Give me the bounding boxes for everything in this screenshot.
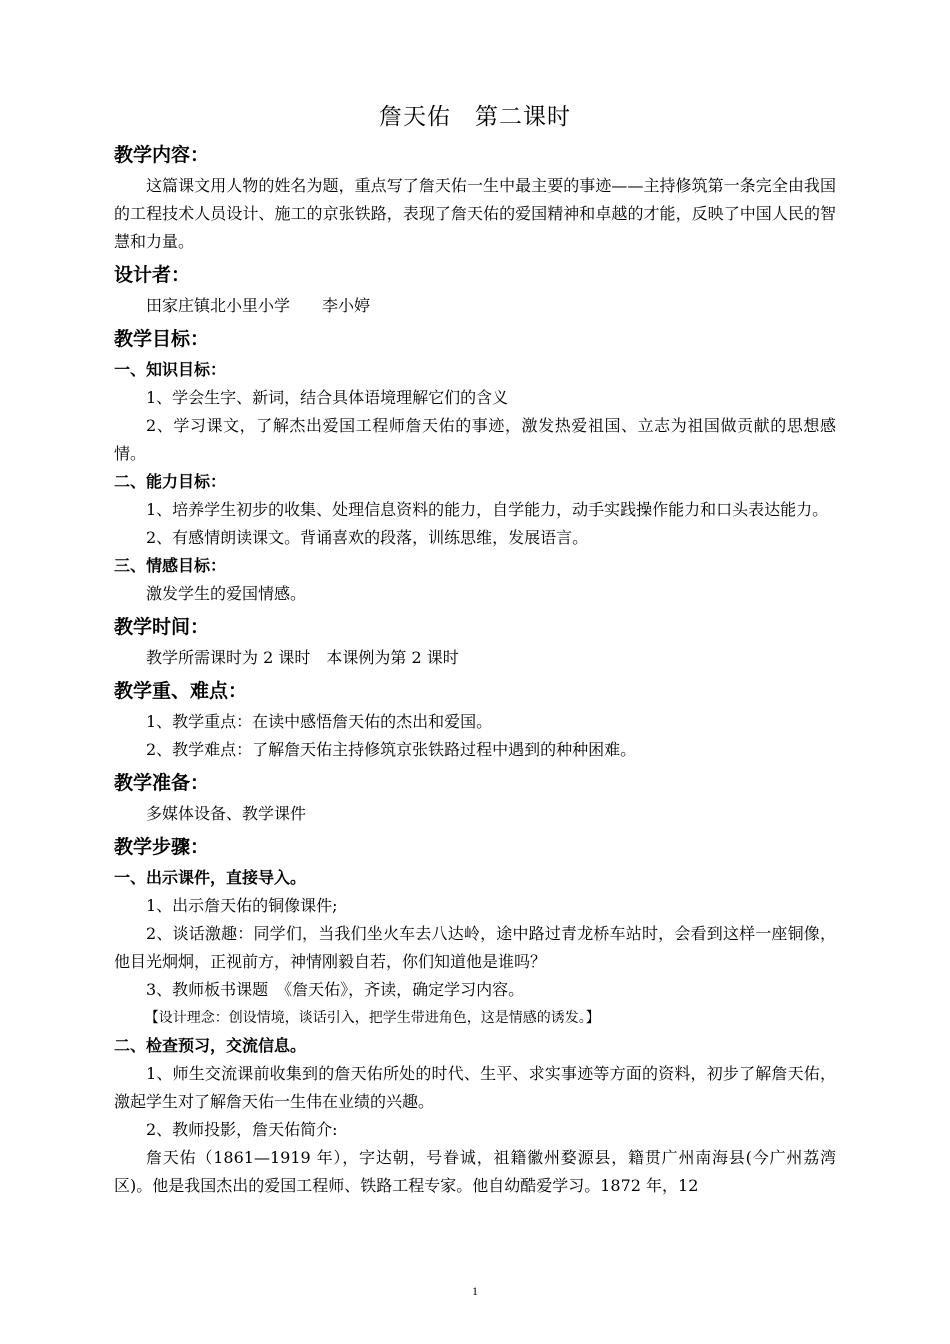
document-body [114,136,836,1200]
key-point-2: 2、教学难点：了解詹天佑主持修筑京张铁路过程中遇到的种种困难。 [146,740,637,759]
heading-key-points: 教学重、难点： [114,680,248,702]
emotion-item-1: 激发学生的爱国情感。 [146,584,307,603]
heading-ability-goal: 二、能力目标： [114,472,227,491]
document-title: 詹天佑 第二课时 [379,104,571,130]
page-number: 1 [472,1284,478,1298]
ability-item-1: 1、培养学生初步的收集、处理信息资料的能力，自学能力，动手实践操作能力和口头表达能力。 [146,500,829,519]
heading-teaching-content: 教学内容： [114,144,210,166]
heading-step-1: 一、出示课件，直接导入。 [114,868,307,887]
heading-designer: 设计者： [114,264,191,286]
step1-item-1: 1、出示詹天佑的铜像课件; [146,896,338,915]
knowledge-item-2: 2、学习课文，了解杰出爱国工程师詹天佑的事迹，激发热爱祖国、立志为祖国做贡献的思想感情。 [114,416,836,463]
step1-item-2: 2、谈话激趣：同学们，当我们坐火车去八达岭，途中路过青龙桥车站时，会看到这样一座铜像，他目光炯炯，正视前方，神情刚毅自若，你们知道他是谁吗？ [114,924,836,971]
designer-line: 田家庄镇北小里小学 李小婷 [146,296,371,315]
key-point-1: 1、教学重点：在读中感悟詹天佑的杰出和爱国。 [146,712,493,731]
heading-goals: 教学目标： [114,328,210,350]
step2-item-2: 2、教师投影，詹天佑简介: [146,1120,338,1139]
heading-knowledge-goal: 一、知识目标： [114,360,227,379]
preparation-line: 多媒体设备、教学课件 [146,804,307,823]
ability-item-2: 2、有感情朗读课文。背诵喜欢的段落，训练思维，发展语言。 [146,528,589,547]
teaching-time-line: 教学所需课时为 2 课时 本课例为第 2 课时 [146,648,459,667]
design-note: 【设计理念：创设情境，谈话引入，把学生带进角色，这是情感的诱发。】 [144,1010,600,1026]
heading-preparation: 教学准备： [114,772,210,794]
step1-item-3: 3、教师板书课题 《詹天佑》，齐读，确定学习内容。 [146,980,525,999]
step2-item-3: 詹天佑（1861—1919 年），字达朝，号眷诚，祖籍徽州婺源县，籍贯广州南海县(今广州荔湾区)。他是我国杰出的爱国工程师、铁路工程专家。他自幼酷爱学习。1872 年，12 [114,1148,836,1195]
heading-steps: 教学步骤： [114,836,210,858]
heading-teaching-time: 教学时间： [114,616,210,638]
heading-emotion-goal: 三、情感目标： [114,556,227,575]
paragraph-content: 这篇课文用人物的姓名为题，重点写了詹天佑一生中最主要的事迹——主持修筑第一条完全由我国的工程技术人员设计、施工的京张铁路，表现了詹天佑的爱国精神和卓越的才能，反映了中国人民的智慧和力量。 [114,176,836,251]
step2-item-1: 1、师生交流课前收集到的詹天佑所处的时代、生平、求实事迹等方面的资料，初步了解詹天佑，激起学生对了解詹天佑一生伟在业绩的兴趣。 [114,1064,836,1111]
knowledge-item-1: 1、学会生字、新词，结合具体语境理解它们的含义 [146,388,509,407]
heading-step-2: 二、检查预习，交流信息。 [114,1036,307,1055]
